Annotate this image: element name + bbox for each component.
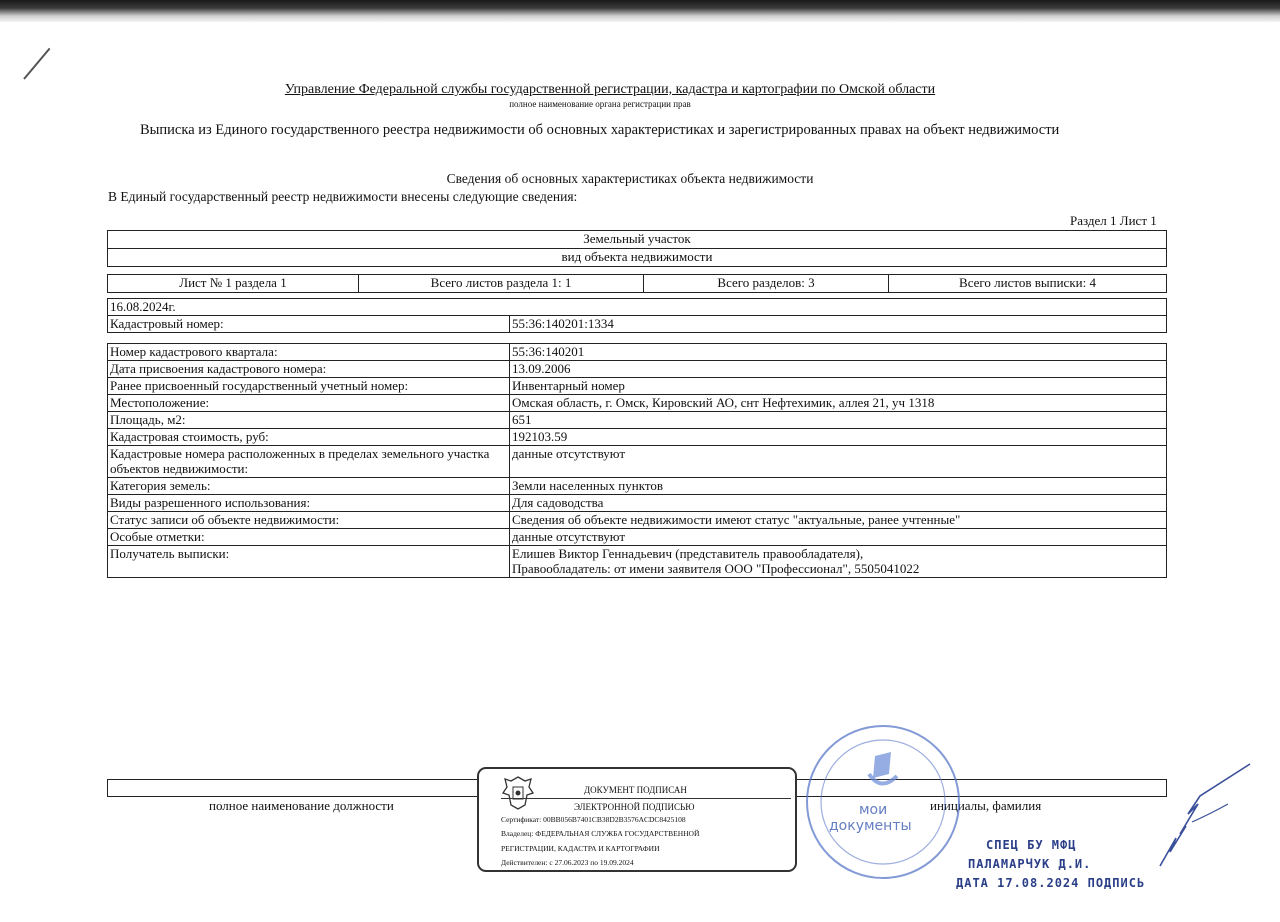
- object-type-table: [107, 230, 1167, 267]
- electronic-signature-stamp: [477, 767, 797, 872]
- field-value: Омская область, г. Омск, Кировский АО, снт Нефтехимик, аллея 21, уч 1318: [510, 395, 1167, 412]
- coat-of-arms-icon: [501, 775, 535, 811]
- recipient-line-2: Правообладатель: от имени заявителя ООО "Профессионал", 5505041022: [512, 561, 920, 576]
- mfc-round-seal: [803, 722, 963, 882]
- stamp-owner-1: Владелец: ФЕДЕРАЛЬНАЯ СЛУЖБА ГОСУДАРСТВЕННОЙ: [501, 829, 700, 838]
- mfc-stamp-line-3: ДАТА 17.08.2024 ПОДПИСЬ: [956, 876, 1146, 890]
- object-type: Земельный участок: [108, 231, 1167, 249]
- organization-caption: полное наименование органа регистрации прав: [509, 99, 691, 109]
- name-caption: инициалы, фамилия: [930, 798, 1042, 813]
- organization-name: Управление Федеральной службы государственной регистрации, кадастра и картографии по Омской области: [284, 82, 936, 97]
- table-row: [108, 478, 1167, 495]
- extract-date: 16.08.2024г.: [108, 299, 1167, 316]
- sheets-table: [107, 274, 1167, 293]
- object-type-caption: вид объекта недвижимости: [108, 249, 1167, 267]
- field-label: Площадь, м2:: [108, 412, 510, 429]
- mfc-stamp-line-1: СПЕЦ БУ МФЦ: [986, 838, 1077, 852]
- stamp-validity: Действителен: с 27.06.2023 по 19.09.2024: [501, 858, 634, 867]
- recipient-line-1: Елишев Виктор Геннадьевич (представитель правообладателя),: [512, 546, 864, 561]
- field-label: Кадастровые номера расположенных в пределах земельного участка объектов недвижимости:: [108, 446, 510, 478]
- total-sections: Всего разделов: 3: [644, 275, 889, 293]
- field-label: Получатель выписки:: [108, 546, 510, 578]
- field-value: данные отсутствуют: [510, 446, 1167, 478]
- intro-text: В Единый государственный реестр недвижимости внесены следующие сведения:: [108, 189, 578, 204]
- table-row: [108, 378, 1167, 395]
- field-label: Категория земель:: [108, 478, 510, 495]
- stamp-line-1: ДОКУМЕНТ ПОДПИСАН: [584, 785, 687, 795]
- sheet-number: Лист № 1 раздела 1: [108, 275, 359, 293]
- table-row: [108, 395, 1167, 412]
- position-caption: полное наименование должности: [209, 798, 394, 813]
- table-row: [108, 412, 1167, 429]
- field-value: Земли населенных пунктов: [510, 478, 1167, 495]
- field-value: [510, 546, 1167, 578]
- field-value: данные отсутствуют: [510, 529, 1167, 546]
- mfc-logo-text-1: мои: [859, 802, 888, 818]
- date-cadastral-table: [107, 298, 1167, 333]
- stamp-divider: [501, 798, 791, 799]
- table-row: [108, 512, 1167, 529]
- field-label: Кадастровая стоимость, руб:: [108, 429, 510, 446]
- section-title: Сведения об основных характеристиках объекта недвижимости: [446, 171, 814, 186]
- field-label: Виды разрешенного использования:: [108, 495, 510, 512]
- table-row: [108, 344, 1167, 361]
- field-value: 651: [510, 412, 1167, 429]
- total-sheets: Всего листов выписки: 4: [889, 275, 1167, 293]
- cadastral-number-label: Кадастровый номер:: [108, 316, 510, 333]
- field-value: 55:36:140201: [510, 344, 1167, 361]
- handwritten-signature: [1140, 756, 1260, 876]
- field-value: Для садоводства: [510, 495, 1167, 512]
- stamp-line-2: ЭЛЕКТРОННОЙ ПОДПИСЬЮ: [574, 802, 695, 812]
- mfc-logo-text-2: документы: [829, 818, 912, 834]
- field-value: Сведения об объекте недвижимости имеют статус "актуальные, ранее учтенные": [510, 512, 1167, 529]
- field-label: Особые отметки:: [108, 529, 510, 546]
- table-row: [108, 446, 1167, 478]
- pencil-mark: [23, 48, 50, 80]
- stamp-owner-2: РЕГИСТРАЦИИ, КАДАСТРА И КАРТОГРАФИИ: [501, 844, 660, 853]
- table-row: [108, 361, 1167, 378]
- table-row: [108, 429, 1167, 446]
- section-sheet-label: Раздел 1 Лист 1: [1070, 213, 1157, 228]
- stamp-certificate: Сертификат: 00BB056B7401CB38D2B3576ACDC8425108: [501, 815, 686, 824]
- table-row: [108, 529, 1167, 546]
- cadastral-number-value: 55:36:140201:1334: [510, 316, 1167, 333]
- sheets-in-section: Всего листов раздела 1: 1: [359, 275, 644, 293]
- table-row: [108, 546, 1167, 578]
- field-value: 192103.59: [510, 429, 1167, 446]
- scan-top-edge: [0, 0, 1280, 22]
- mfc-stamp-line-2: ПАЛАМАРЧУК Д.И.: [968, 857, 1092, 871]
- field-value: 13.09.2006: [510, 361, 1167, 378]
- field-label: Местоположение:: [108, 395, 510, 412]
- characteristics-table: [107, 343, 1167, 578]
- field-label: Статус записи об объекте недвижимости:: [108, 512, 510, 529]
- field-label: Дата присвоения кадастрового номера:: [108, 361, 510, 378]
- field-value: Инвентарный номер: [510, 378, 1167, 395]
- field-label: Ранее присвоенный государственный учетный номер:: [108, 378, 510, 395]
- table-row: [108, 495, 1167, 512]
- field-label: Номер кадастрового квартала:: [108, 344, 510, 361]
- extract-title: Выписка из Единого государственного реестра недвижимости об основных характеристиках и зарегистрированных правах на объект недвижимости: [140, 122, 1060, 138]
